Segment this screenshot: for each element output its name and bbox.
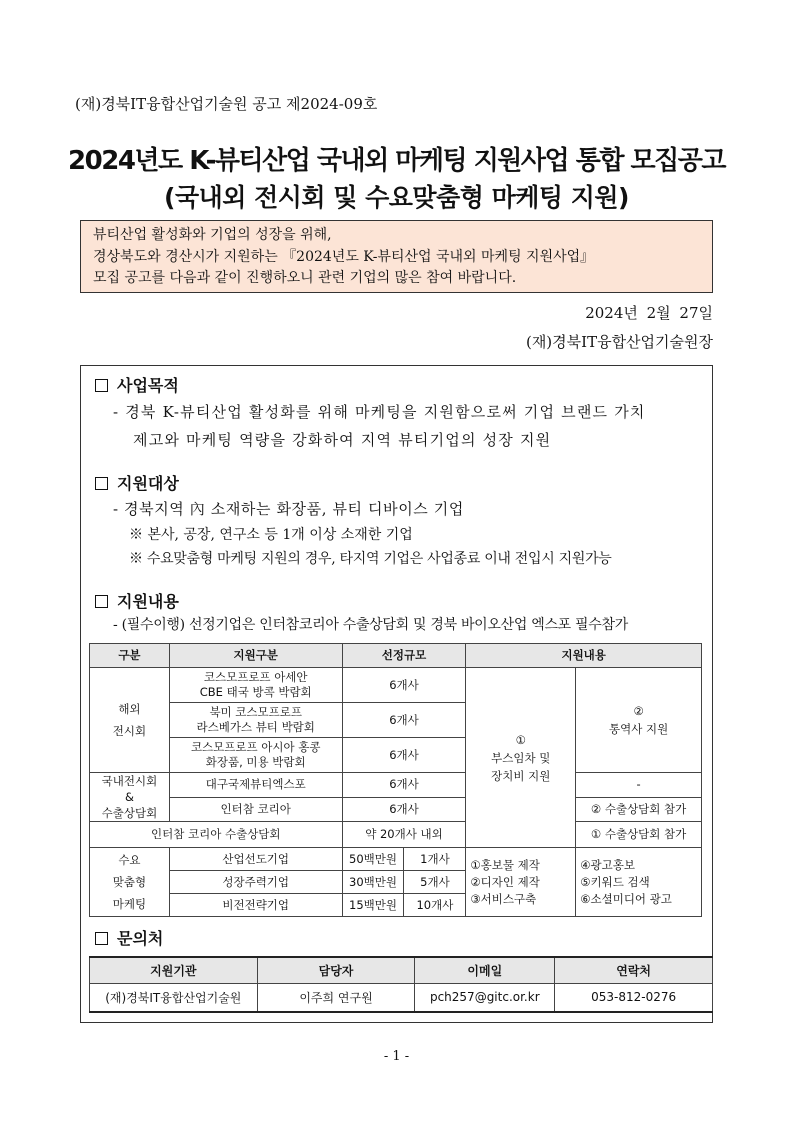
scale-cell: 약 20개사 내외 xyxy=(342,822,466,848)
group-demand: 수요 맞춤형 마케팅 xyxy=(90,848,170,917)
target-line: - 경북지역 內 소재하는 화장품, 뷰티 디바이스 기업 xyxy=(113,500,464,518)
demand-support-a: ①홍보물 제작 ②디자인 제작 ③서비스구축 xyxy=(466,848,576,917)
content-line: - (필수이행) 선정기업은 인터참코리아 수출상담회 및 경북 바이오산업 엑스포 필수참가 xyxy=(113,617,628,633)
demand-support-b: ④광고홍보 ⑤키워드 검색 ⑥소셜미디어 광고 xyxy=(576,848,702,917)
target-note: ※ 본사, 공장, 연구소 등 1개 이상 소재한 기업 xyxy=(129,527,413,543)
scale-cell: 6개사 xyxy=(342,738,466,773)
page-number: - 1 - xyxy=(383,1049,410,1064)
table-header: 지원내용 xyxy=(466,644,702,668)
amount-cell: 15백만원 xyxy=(342,894,404,917)
table-header: 지원기관 xyxy=(90,957,258,983)
section-title-target: 지원대상 xyxy=(95,471,179,494)
scale-cell: 6개사 xyxy=(342,668,466,703)
support-booth: ① 부스임차 및 장치비 지원 xyxy=(466,668,576,848)
count-cell: 10개사 xyxy=(404,894,466,917)
table-header: 연락처 xyxy=(555,957,713,983)
page-subtitle: (국내외 전시회 및 수요맞춤형 마케팅 지원) xyxy=(164,183,629,212)
count-cell: 5개사 xyxy=(404,871,466,894)
support-cell: ① 수출상담회 참가 xyxy=(576,822,702,848)
support-table xyxy=(89,643,702,917)
section-title-contact: 문의처 xyxy=(95,926,163,949)
contact-email[interactable]: pch257@gitc.or.kr xyxy=(415,983,555,1012)
notice-number: (재)경북IT융합산업기술원 공고 제2024-09호 xyxy=(75,95,378,113)
scale-cell: 6개사 xyxy=(342,797,466,822)
group-domestic: 국내전시회 & 수출상담회 xyxy=(90,773,170,822)
table-header: 선정규모 xyxy=(342,644,466,668)
intro-line: 경상북도와 경산시가 지원하는 『2024년도 K-뷰티산업 국내외 마케팅 지원사업』 xyxy=(93,248,595,265)
page-title: 2024년도 K-뷰티산업 국내외 마케팅 지원사업 통합 모집공고 xyxy=(68,146,725,176)
program-cell: 코스모프로프 아세안 CBE 태국 방콕 박람회 xyxy=(169,668,342,703)
contact-org: (재)경북IT융합산업기술원 xyxy=(90,983,258,1012)
group-overseas: 해외 전시회 xyxy=(90,668,170,773)
table-header: 이메일 xyxy=(415,957,555,983)
program-cell: 북미 코스모프로프 라스베가스 뷰티 박람회 xyxy=(169,703,342,738)
checkbox-square-icon xyxy=(95,932,108,945)
program-cell: 산업선도기업 xyxy=(169,848,342,871)
purpose-line: 제고와 마케팅 역량을 강화하여 지역 뷰티기업의 성장 지원 xyxy=(133,431,552,449)
intro-line: 뷰티산업 활성화와 기업의 성장을 위해, xyxy=(93,227,332,243)
table-header: 담당자 xyxy=(257,957,415,983)
section-title-content: 지원내용 xyxy=(95,589,179,612)
intro-line: 모집 공고를 다음과 같이 진행하오니 관련 기업의 많은 참여 바랍니다. xyxy=(93,270,517,286)
amount-cell: 30백만원 xyxy=(342,871,404,894)
program-cell: 성장주력기업 xyxy=(169,871,342,894)
contact-person: 이주희 연구원 xyxy=(257,983,415,1012)
program-cell: 인터참 코리아 수출상담회 xyxy=(90,822,343,848)
program-cell: 비전전략기업 xyxy=(169,894,342,917)
checkbox-square-icon xyxy=(95,379,108,392)
sender: (재)경북IT융합산업기술원장 xyxy=(525,333,713,351)
section-title-purpose: 사업목적 xyxy=(95,373,179,396)
contact-phone: 053-812-0276 xyxy=(555,983,713,1012)
amount-cell: 50백만원 xyxy=(342,848,404,871)
program-cell: 코스모프로프 아시아 홍콩 화장품, 미용 박람회 xyxy=(169,738,342,773)
intro-box xyxy=(80,220,713,293)
target-note: ※ 수요맞춤형 마케팅 지원의 경우, 타지역 기업은 사업종료 이내 전입시 지원가능 xyxy=(129,551,612,567)
extra-cell: - xyxy=(576,773,702,798)
program-cell: 인터참 코리아 xyxy=(169,797,342,822)
extra-cell: ② 수출상담회 참가 xyxy=(576,797,702,822)
table-header: 지원구분 xyxy=(169,644,342,668)
checkbox-square-icon xyxy=(95,477,108,490)
program-cell: 대구국제뷰티엑스포 xyxy=(169,773,342,798)
checkbox-square-icon xyxy=(95,595,108,608)
table-header: 구분 xyxy=(90,644,170,668)
count-cell: 1개사 xyxy=(404,848,466,871)
support-interpreter: ② 통역사 지원 xyxy=(576,668,702,773)
scale-cell: 6개사 xyxy=(342,773,466,798)
contact-table xyxy=(89,956,713,1013)
purpose-line: - 경북 K-뷰티산업 활성화를 위해 마케팅을 지원함으로써 기업 브랜드 가치 xyxy=(113,403,646,421)
notice-date: 2024년 2월 27일 xyxy=(585,304,713,322)
scale-cell: 6개사 xyxy=(342,703,466,738)
